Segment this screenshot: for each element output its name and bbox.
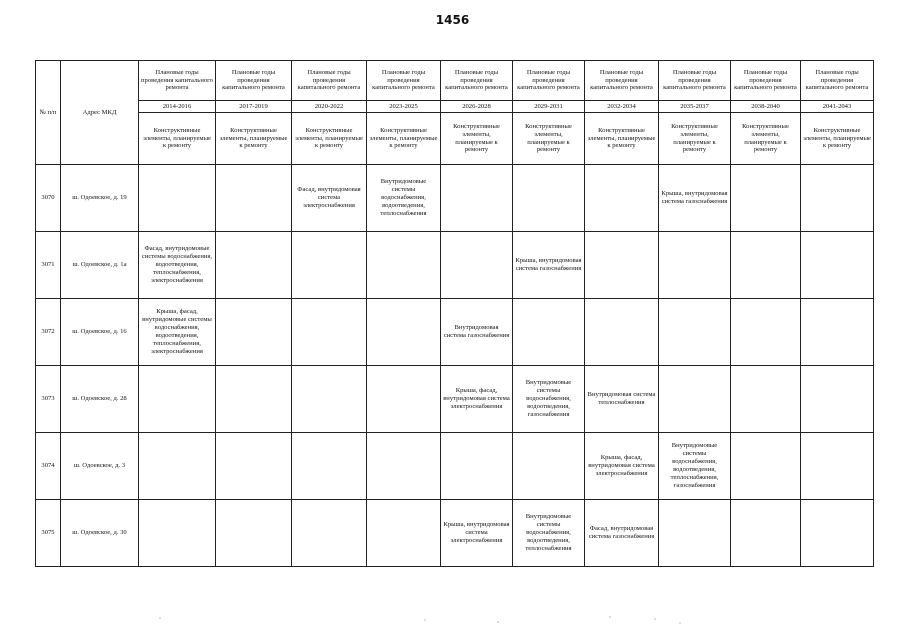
row-cell [585, 232, 659, 299]
row-number: 3070 [36, 165, 61, 232]
table-row [36, 500, 874, 567]
row-number: 3072 [36, 299, 61, 366]
row-address: ш. Одоевское, д. 19 [61, 165, 139, 232]
row-cell [659, 500, 731, 567]
element-header: Конструктивные элементы, планируемые к ремонту [801, 113, 874, 165]
row-cell [441, 165, 513, 232]
period-title: Плановые годы проведения капитального ремонта [292, 61, 367, 101]
row-cell [367, 433, 441, 500]
period-years: 2032-2034 [585, 101, 659, 113]
period-title: Плановые годы проведения капитального ремонта [441, 61, 513, 101]
row-cell: Внутридомовая система газоснабжения [441, 299, 513, 366]
row-cell: Крыша, фасад, внутридомовая система электроснабжения [585, 433, 659, 500]
row-cell [801, 232, 874, 299]
period-years: 2023-2025 [367, 101, 441, 113]
period-years: 2038-2040 [731, 101, 801, 113]
row-cell [367, 366, 441, 433]
period-title: Плановые годы проведения капитального ремонта [731, 61, 801, 101]
scan-speck [654, 618, 655, 619]
row-cell: Внутридомовые системы водоснабжения, водоотведения, теплоснабжения [367, 165, 441, 232]
row-cell [367, 500, 441, 567]
scan-speck [609, 616, 610, 617]
row-cell [659, 299, 731, 366]
row-cell: Крыша, внутридомовая система газоснабжения [513, 232, 585, 299]
element-header: Конструктивные элементы, планируемые к ремонту [731, 113, 801, 165]
address-header: Адрес МКД [61, 61, 139, 165]
table-row [36, 433, 874, 500]
row-cell [216, 299, 292, 366]
element-header: Конструктивные элементы, планируемые к ремонту [367, 113, 441, 165]
num-header: № п/п [36, 61, 61, 165]
row-cell [731, 500, 801, 567]
row-cell [585, 299, 659, 366]
table-row [36, 366, 874, 433]
row-cell [441, 433, 513, 500]
row-cell [139, 433, 216, 500]
element-header: Конструктивные элементы, планируемые к ремонту [292, 113, 367, 165]
row-cell [292, 433, 367, 500]
row-cell: Фасад, внутридомовая система электроснабжения [292, 165, 367, 232]
row-address: ш. Одоевское, д. 3 [61, 433, 139, 500]
row-address: ш. Одоевское, д. 16 [61, 299, 139, 366]
period-title: Плановые годы проведения капитального ремонта [659, 61, 731, 101]
period-title: Плановые годы проведения капитального ремонта [367, 61, 441, 101]
row-cell [513, 299, 585, 366]
element-header: Конструктивные элементы, планируемые к ремонту [216, 113, 292, 165]
row-cell [139, 366, 216, 433]
row-cell [367, 232, 441, 299]
row-cell [731, 433, 801, 500]
period-title: Плановые годы проведения капитального ремонта [216, 61, 292, 101]
row-cell: Крыша, фасад, внутридомовые системы водоснабжения, водоотведения, теплоснабжения, электроснабжения [139, 299, 216, 366]
row-address: ш. Одоевское, д. 30 [61, 500, 139, 567]
element-header: Конструктивные элементы, планируемые к ремонту [585, 113, 659, 165]
row-number: 3075 [36, 500, 61, 567]
row-cell [139, 165, 216, 232]
row-address: ш. Одоевское, д. 28 [61, 366, 139, 433]
period-years: 2017-2019 [216, 101, 292, 113]
row-cell [292, 232, 367, 299]
period-title: Плановые годы проведения капитального ремонта [513, 61, 585, 101]
row-cell: Внутридомовые системы водоснабжения, водоотведения, теплоснабжения, газоснабжения [659, 433, 731, 500]
row-cell [292, 366, 367, 433]
capital-repair-table [35, 60, 874, 567]
period-years: 2035-2037 [659, 101, 731, 113]
row-cell: Крыша, внутридомовая система электроснабжения [441, 500, 513, 567]
row-cell [216, 366, 292, 433]
header-row-years [36, 101, 874, 113]
row-cell: Крыша, внутридомовая система газоснабжения [659, 165, 731, 232]
period-title: Плановые годы проведения капитального ремонта [585, 61, 659, 101]
table-row [36, 299, 874, 366]
row-number: 3074 [36, 433, 61, 500]
period-years: 2029-2031 [513, 101, 585, 113]
scan-speck [424, 619, 425, 620]
row-cell [731, 232, 801, 299]
element-header: Конструктивные элементы, планируемые к ремонту [441, 113, 513, 165]
row-cell [731, 366, 801, 433]
row-cell [513, 433, 585, 500]
row-number: 3071 [36, 232, 61, 299]
row-cell [585, 165, 659, 232]
element-header: Конструктивные элементы, планируемые к ремонту [659, 113, 731, 165]
row-cell: Фасад, внутридомовая система газоснабжения [585, 500, 659, 567]
scan-speck [679, 622, 680, 623]
row-cell: Внутридомовые системы водоснабжения, водоотведения, газоснабжения [513, 366, 585, 433]
scan-speck [159, 617, 160, 618]
period-title: Плановые годы проведения капитального ремонта [801, 61, 874, 101]
row-cell [441, 232, 513, 299]
row-cell: Внутридомовые системы водоснабжения, водоотведения, теплоснабжения [513, 500, 585, 567]
row-cell [292, 299, 367, 366]
row-cell: Фасад, внутридомовые системы водоснабжения, водоотведения, теплоснабжения, электроснабжения [139, 232, 216, 299]
row-cell: Крыша, фасад, внутридомовая система электроснабжения [441, 366, 513, 433]
row-cell [731, 165, 801, 232]
row-cell [731, 299, 801, 366]
scan-speck [497, 621, 498, 622]
table-row [36, 165, 874, 232]
row-cell [801, 500, 874, 567]
row-cell [801, 165, 874, 232]
row-cell [659, 232, 731, 299]
period-years: 2041-2043 [801, 101, 874, 113]
period-title: Плановые годы проведения капитального ремонта [139, 61, 216, 101]
row-cell [139, 500, 216, 567]
period-years: 2020-2022 [292, 101, 367, 113]
row-cell [367, 299, 441, 366]
row-number: 3073 [36, 366, 61, 433]
scan-specks [0, 600, 905, 640]
header-row-titles [36, 61, 874, 101]
row-cell: Внутридомовая система теплоснабжения [585, 366, 659, 433]
element-header: Конструктивные элементы, планируемые к ремонту [513, 113, 585, 165]
period-years: 2026-2028 [441, 101, 513, 113]
row-cell [216, 500, 292, 567]
page-number: 1456 [435, 13, 470, 27]
table-row [36, 232, 874, 299]
header-row-elements [36, 113, 874, 165]
row-address: ш. Одоевское, д. 1а [61, 232, 139, 299]
row-cell [513, 165, 585, 232]
row-cell [216, 433, 292, 500]
row-cell [216, 232, 292, 299]
row-cell [292, 500, 367, 567]
row-cell [801, 366, 874, 433]
row-cell [216, 165, 292, 232]
row-cell [801, 433, 874, 500]
element-header: Конструктивные элементы, планируемые к ремонту [139, 113, 216, 165]
row-cell [801, 299, 874, 366]
row-cell [659, 366, 731, 433]
period-years: 2014-2016 [139, 101, 216, 113]
